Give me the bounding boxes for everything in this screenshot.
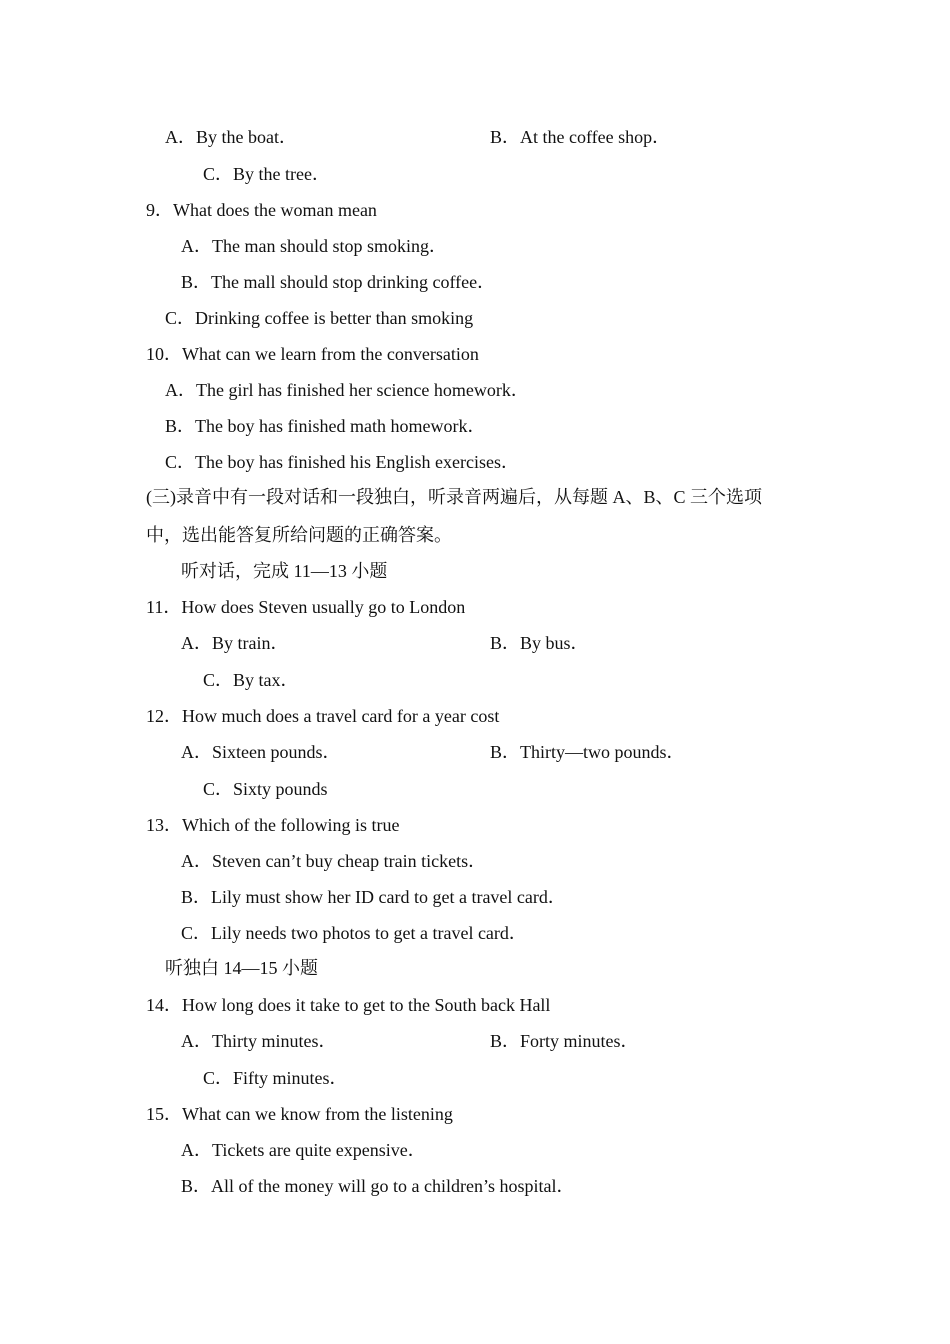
q9-option-b: B．The mall should stop drinking coffee． [181, 272, 496, 292]
dialogue-heading: 听对话，完成 11—13 小题 [181, 561, 388, 581]
q11-option-c: C．By tax． [203, 670, 299, 690]
q12-option-a: A．Sixteen pounds． [181, 742, 341, 762]
q10-option-b: B．The boy has finished math homework． [165, 416, 486, 436]
q11-option-a: A．By train． [181, 633, 289, 653]
q13-option-a: A．Steven can’t buy cheap train tickets． [181, 851, 487, 871]
q10-option-a: A．The girl has finished her science homework． [165, 380, 529, 400]
q10-option-c: C．The boy has finished his English exercises． [165, 452, 519, 472]
question-13: 13．Which of the following is true [146, 815, 400, 835]
q13-option-c: C．Lily needs two photos to get a travel card． [181, 923, 527, 943]
q14-option-a: A．Thirty minutes． [181, 1031, 337, 1051]
q9-option-a: A．The man should stop smoking． [181, 236, 447, 256]
q8-option-b: B．At the coffee shop． [490, 127, 671, 147]
question-14: 14．How long does it take to get to the South back Hall [146, 995, 551, 1015]
question-11: 11．How does Steven usually go to London [146, 597, 466, 617]
q9-option-c: C．Drinking coffee is better than smoking [165, 308, 474, 328]
question-15: 15．What can we know from the listening [146, 1104, 453, 1124]
q8-option-a: A．By the boat． [165, 127, 297, 147]
q15-option-a: A．Tickets are quite expensive． [181, 1140, 426, 1160]
q12-option-c: C．Sixty pounds [203, 779, 328, 799]
q15-option-b: B．All of the money will go to a children’s hospital． [181, 1176, 575, 1196]
q14-option-c: C．Fifty minutes． [203, 1068, 348, 1088]
q13-option-b: B．Lily must show her ID card to get a travel card． [181, 887, 566, 907]
question-12: 12．How much does a travel card for a year cost [146, 706, 500, 726]
q12-option-b: B．Thirty—two pounds． [490, 742, 685, 762]
q11-option-b: B．By bus． [490, 633, 589, 653]
question-10: 10．What can we learn from the conversation [146, 344, 479, 364]
monologue-heading: 听独白 14—15 小题 [165, 958, 318, 978]
section-3-instruction-line-1: (三)录音中有一段对话和一段独白，听录音两遍后，从每题 A、B、C 三个选项 [146, 487, 762, 507]
section-3-instruction-line-2: 中，选出能答复所给问题的正确答案。 [146, 525, 452, 545]
q8-option-c: C．By the tree． [203, 164, 330, 184]
q14-option-b: B．Forty minutes． [490, 1031, 639, 1051]
question-9: 9．What does the woman mean [146, 200, 377, 220]
